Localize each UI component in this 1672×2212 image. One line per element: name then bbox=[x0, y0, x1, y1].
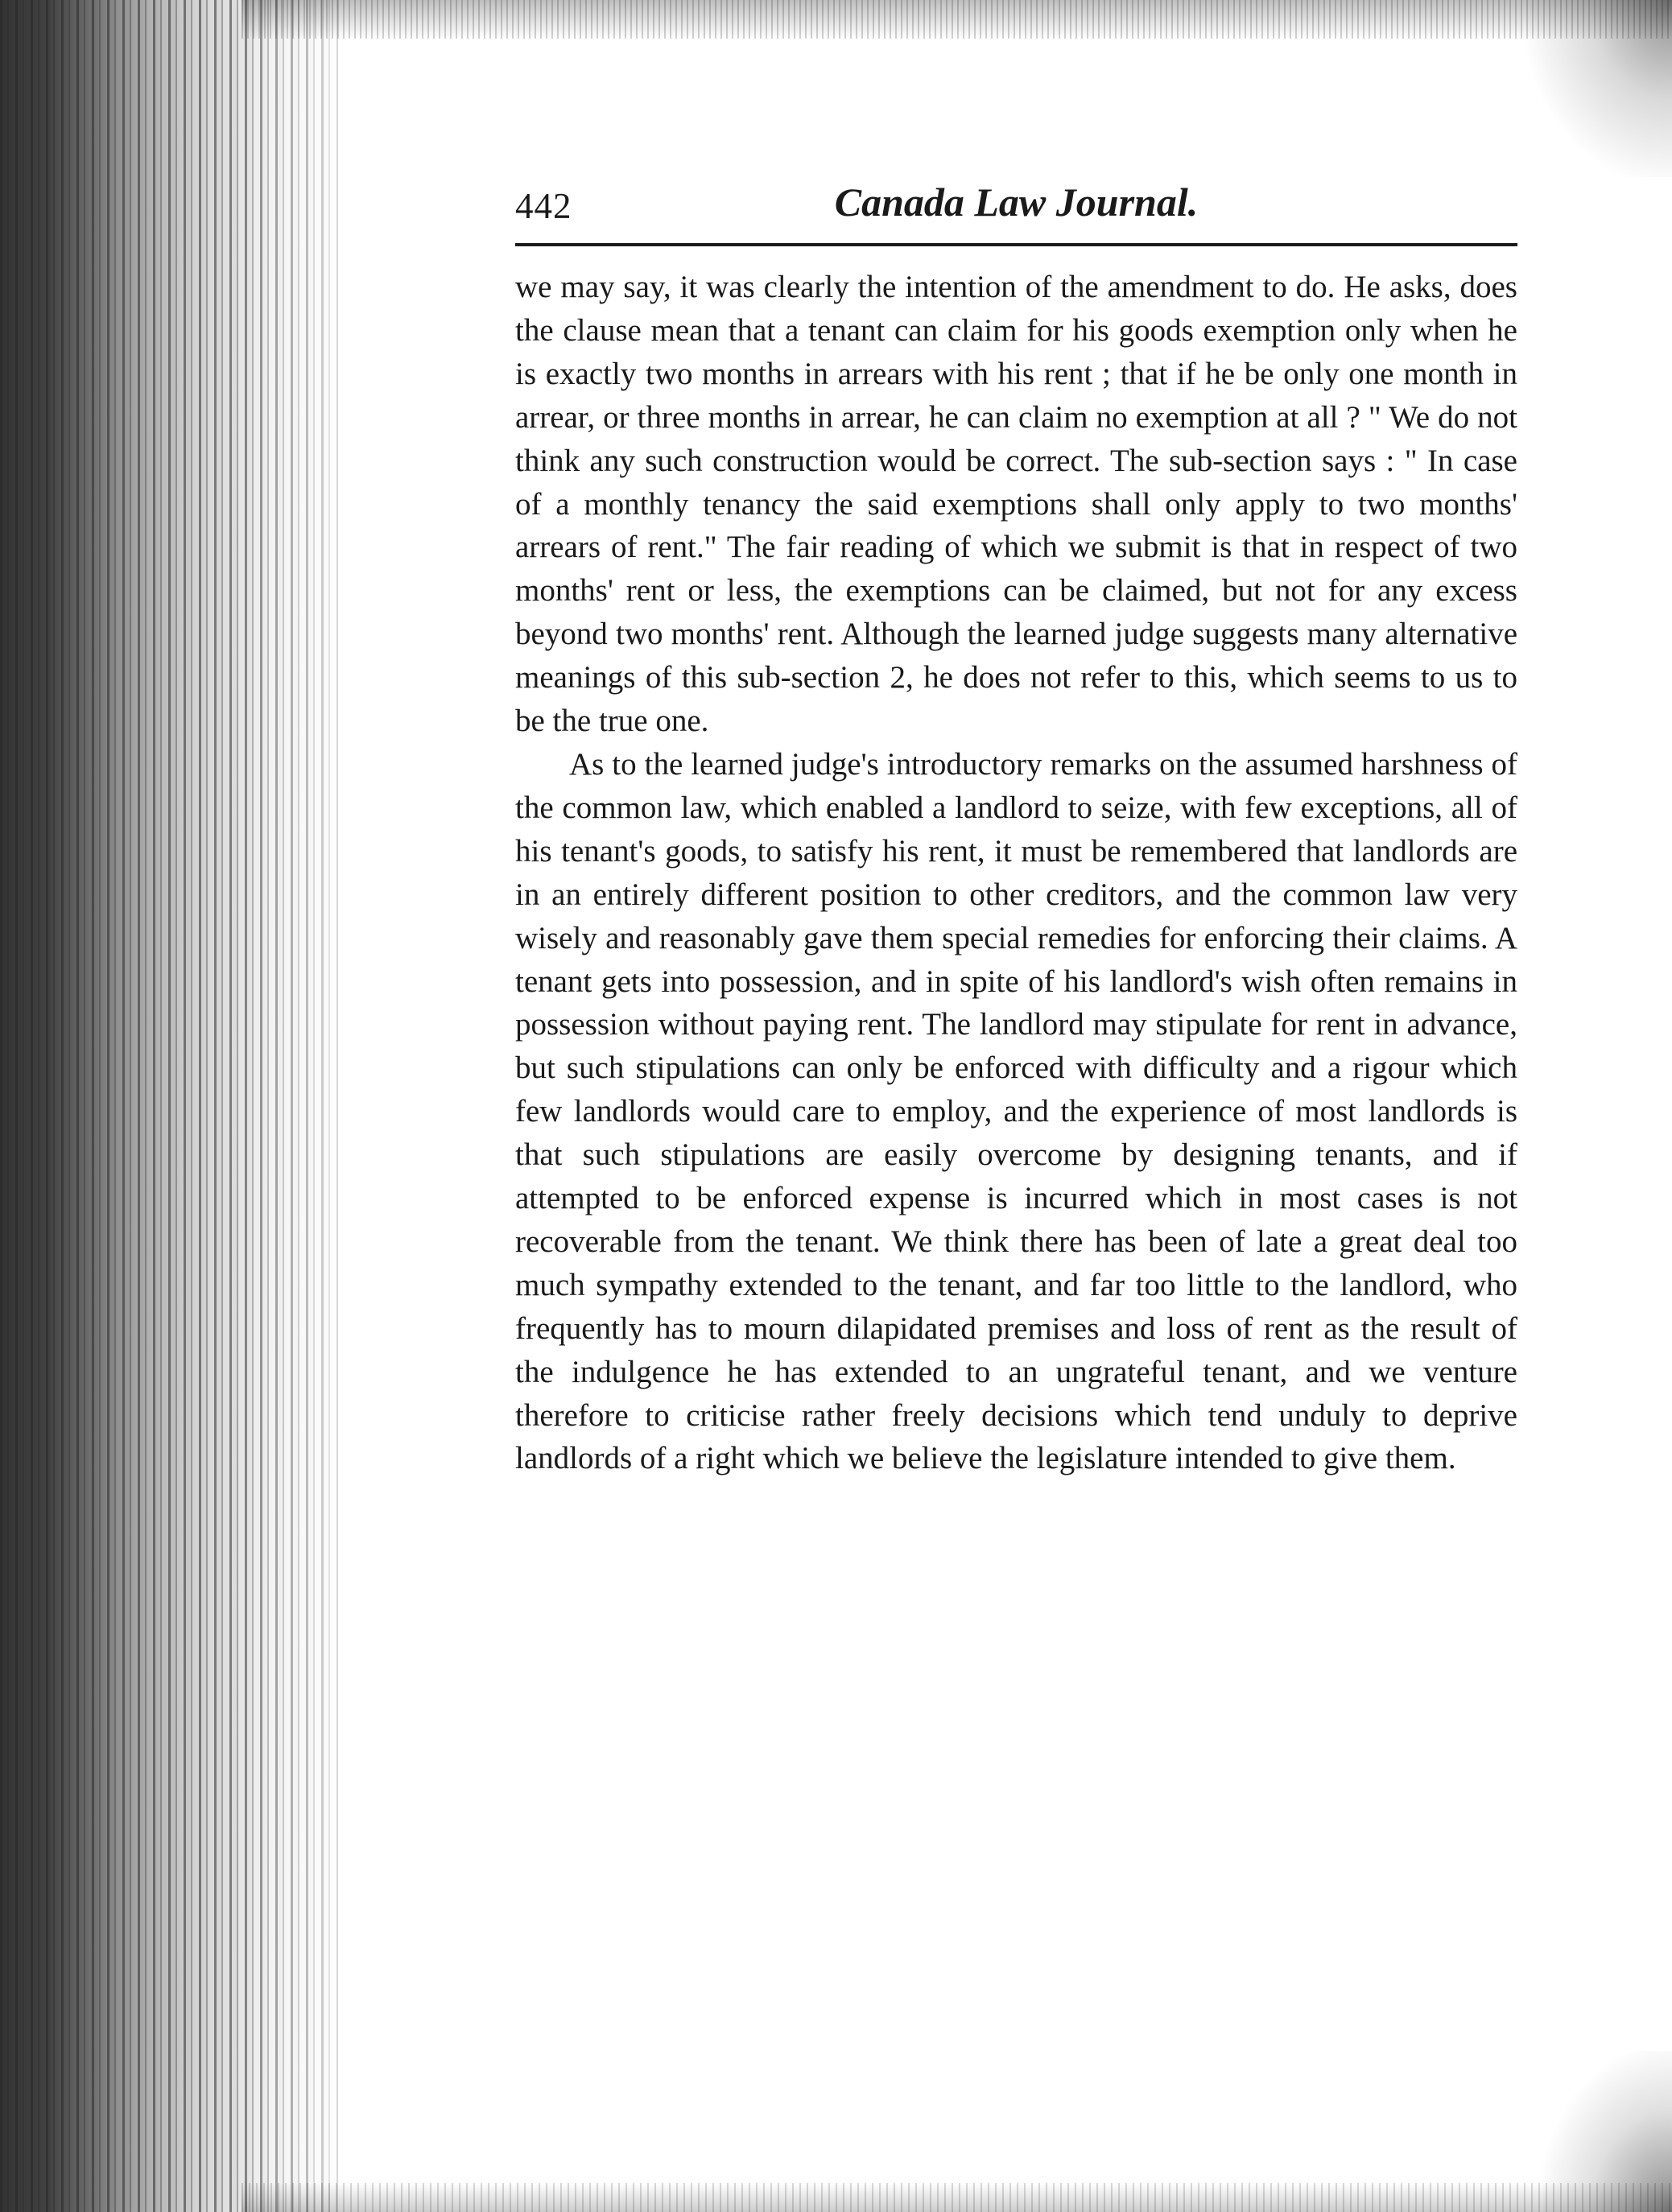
header-rule bbox=[515, 243, 1517, 246]
page-corner-top-right bbox=[1527, 0, 1672, 177]
running-title: Canada Law Journal. bbox=[834, 180, 1199, 225]
page-number: 442 bbox=[515, 186, 572, 226]
page-bottom-edge bbox=[242, 2183, 1672, 2212]
page-header bbox=[515, 179, 1517, 235]
page-top-edge bbox=[242, 0, 1672, 39]
binding-shadow-fade bbox=[242, 0, 386, 2212]
page-corner-bottom-right bbox=[1543, 2051, 1672, 2212]
paragraph: As to the learned judge's introductory remarks on the assumed harshness of the common law, which enabled a landlord to seize, with few exceptions, all of his tenant's goods, to satisfy his rent, it must be remembered that landlords are in an entirely different position to other creditors, and the common law very wisely and reasonably gave them special remedies for enforcing their claims. A tenant gets into possession, and in spite of his landlord's wish often remains in possession without paying rent. The landlord may stipulate for rent in advance, but such stipulations can only be enforced with difficulty and a rigour which few landlords would care to employ, and the experience of most landlords is that such stipulations are easily overcome by designing tenants, and if attempted to be enforced expense is incurred which in most cases is not recoverable from the tenant. We think there has been of late a great deal too much sympathy extended to the tenant, and far too little to the landlord, who frequently has to mourn dilapidated premises and loss of rent as the result of the indulgence he has extended to an ungrateful tenant, and we venture therefore to criticise rather freely decisions which tend unduly to deprive landlords of a right which we believe the legislature intended to give them. bbox=[515, 746, 1517, 1476]
paragraph-continued: we may say, it was clearly the intention of the amendment to do. He asks, does the clause mean that a tenant can claim for his goods exemption only when he is exactly two months in arrears with his rent ; that if he be only one month in arrear, or three months in arrear, he can claim no exemption at all ? " We do not think any such construction would be correct. The sub-section says : " In case of a monthly tenancy the said exemptions shall only apply to two months' arrears of rent." The fair reading of which we submit is that in respect of two months' rent or less, the exemptions can be claimed, but not for any excess beyond two months' rent. Although the learned judge suggests many alternative meanings of this sub-section 2, he does not refer to this, which seems to us to be the true one. bbox=[515, 270, 1517, 739]
article-body bbox=[515, 266, 1517, 1480]
